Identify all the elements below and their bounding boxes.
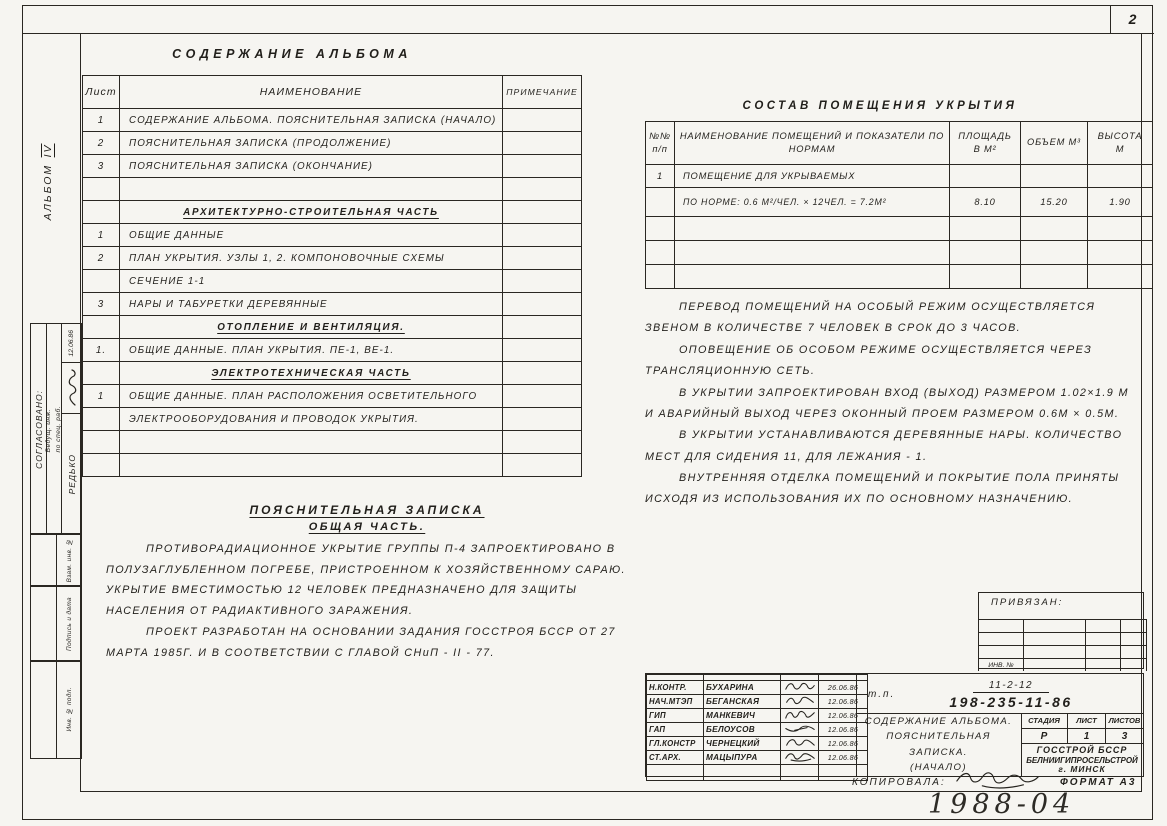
note-paragraph: В УКРЫТИИ УСТАНАВЛИВАЮТСЯ ДЕРЕВЯННЫЕ НАРЫ. КОЛИЧЕСТВО МЕСТ ДЛЯ СИДЕНИЯ 11, ДЛЯ ЛЕЖАНИЯ - 1. (645, 429, 1123, 463)
stage-section (1021, 713, 1143, 776)
table-row: 1 ОБЩИЕ ДАННЫЕ. ПЛАН РАСПОЛОЖЕНИЯ ОСВЕТИТЕЛЬНОГО (83, 385, 582, 408)
project-code-section (856, 674, 1143, 714)
table-row (979, 646, 1147, 659)
podpis-data-label: Подпись и дата (65, 596, 73, 651)
table-row-section (83, 201, 582, 224)
table-row: 2 ПОЯСНИТЕЛЬНАЯ ЗАПИСКА (ПРОДОЛЖЕНИЕ) (83, 132, 582, 155)
table-row: НАЧ.МТЭП БЕГАНСКАЯ 12.06.86 (647, 695, 868, 709)
contents-title: СОДЕРЖАНИЕ АЛЬБОМА (172, 47, 412, 61)
table-row (83, 431, 582, 454)
section-heading: АРХИТЕКТУРНО-СТРОИТЕЛЬНАЯ ЧАСТЬ (183, 206, 439, 218)
approver-role-line1: Ведущ. инж. (44, 408, 52, 453)
explanatory-subtitle: ОБЩАЯ ЧАСТЬ. (308, 521, 426, 533)
signature-icon (784, 751, 816, 762)
doc-title-line: СОДЕРЖАНИЕ АЛЬБОМА. (864, 715, 1013, 727)
stamp-box-empty-cell (31, 534, 57, 586)
frame-top-line (22, 33, 80, 34)
note-paragraph: ВНУТРЕННЯЯ ОТДЕЛКА ПОМЕЩЕНИЙ И ПОКРЫТИЕ ПОЛА ПРИНЯТЫ ИСХОДЯ ИЗ ИСПОЛЬЗОВАНИЯ ИХ ПО ОСНОВНОМУ НАЗНАЧЕНИЮ. (645, 472, 1120, 506)
signature-icon (66, 368, 78, 408)
attachment-label: ПРИВЯЗАН: (991, 597, 1064, 608)
approver-role-cell (44, 324, 62, 534)
table-row: Н.КОНТР. БУХАРИНА 26.06.86 (647, 681, 868, 695)
approver-sign-column (62, 324, 81, 534)
tp-label: т.п. (868, 689, 896, 700)
table-row (647, 765, 868, 781)
stage-header: СТАДИЯ (1021, 713, 1068, 728)
approver-date: 12.06.86 (68, 329, 75, 357)
header-volume: ОБЪЕМ М³ (1021, 122, 1088, 165)
stamp-box-podpis-data (30, 585, 82, 662)
note-paragraph: ПЕРЕВОД ПОМЕЩЕНИЙ НА ОСОБЫЙ РЕЖИМ ОСУЩЕСТВЛЯЕТСЯ ЗВЕНОМ В КОЛИЧЕСТВЕ 7 ЧЕЛОВЕК В СРОК ДО 3 ЧАСОВ. (645, 301, 1096, 335)
section-heading: ОТОПЛЕНИЕ И ВЕНТИЛЯЦИЯ. (217, 321, 405, 333)
vzam-inv-label: Взам. инв. № (65, 537, 73, 583)
table-row: 2 ПЛАН УКРЫТИЯ. УЗЛЫ 1, 2. КОМПОНОВОЧНЫЕ СХЕМЫ (83, 247, 582, 270)
table-row (646, 241, 1153, 265)
stage-value-row (1021, 729, 1143, 744)
table-header-row (646, 122, 1153, 165)
stage-value: Р (1021, 729, 1068, 743)
header-name: НАИМЕНОВАНИЕ ПОМЕЩЕНИЙ И ПОКАЗАТЕЛИ ПО НОРМАМ (675, 122, 950, 165)
table-row: 1 ОБЩИЕ ДАННЫЕ (83, 224, 582, 247)
table-row: 1. ОБЩИЕ ДАННЫЕ. ПЛАН УКРЫТИЯ. ПЕ-1, ВЕ-1. (83, 339, 582, 362)
stamp-box-empty-cell (31, 586, 57, 661)
stamp-box-inv-podl (30, 660, 82, 759)
album-roman-number: IV (42, 143, 54, 158)
table-row: ПО НОРМЕ: 0.6 М²/ЧЕЛ. × 12ЧЕЛ. = 7.2М² 8.10 15.20 1.90 (646, 188, 1153, 217)
section-heading: ЭЛЕКТРОТЕХНИЧЕСКАЯ ЧАСТЬ (211, 367, 411, 379)
note-paragraph: В УКРЫТИИ ЗАПРОЕКТИРОВАН ВХОД (ВЫХОД) РАЗМЕРОМ 1.02×1.9 М И АВАРИЙНЫЙ ВЫХОД ЧЕРЕЗ ОКОННЫЙ ПРОЕМ РАЗМЕРОМ 0.6М × 0.5М. (645, 386, 1129, 420)
table-row (979, 620, 1147, 633)
inv-podl-label: Инв. № подл. (65, 687, 73, 732)
explanatory-title: ПОЯСНИТЕЛЬНАЯ ЗАПИСКА (249, 503, 485, 517)
archive-code: 1988-04 (928, 789, 1076, 820)
table-row: ГАП БЕЛОУСОВ 12.06.86 (647, 723, 868, 737)
signature-icon (784, 709, 816, 720)
sheet-header: ЛИСТ (1068, 713, 1106, 728)
sheet-value: 1 (1068, 729, 1106, 743)
signature-icon (784, 737, 816, 748)
copied-by-label: КОПИРОВАЛА: (852, 777, 946, 788)
approver-role-line2: по спец. раб. (55, 405, 62, 453)
header-note: ПРИМЕЧАНИЕ (503, 76, 582, 109)
sheets-value: 3 (1121, 730, 1128, 742)
table-row (979, 659, 1147, 672)
header-num-top: №№ (649, 130, 671, 141)
title-block (645, 673, 1144, 777)
table-row: СЕЧЕНИЕ 1-1 (83, 270, 582, 293)
table-row: СТ.АРХ. МАЦЫПУРА 12.06.86 (647, 751, 868, 765)
org-line: ГОССТРОЙ БССР (1036, 745, 1128, 756)
album-label-text: АЛЬБОМ IV (42, 143, 54, 221)
composition-title: СОСТАВ ПОМЕЩЕНИЯ УКРЫТИЯ (742, 100, 1018, 112)
explanatory-paragraph: ПРОЕКТ РАЗРАБОТАН НА ОСНОВАНИИ ЗАДАНИЯ ГОССТРОЯ БССР ОТ 27 МАРТА 1985Г. И В СООТВЕТСТВИИ С ГЛАВОЙ СНиП - II - 77. (106, 625, 616, 659)
table-row: 3 ПОЯСНИТЕЛЬНАЯ ЗАПИСКА (ОКОНЧАНИЕ) (83, 155, 582, 178)
table-row-section (83, 316, 582, 339)
header-sheet: Лист (83, 76, 120, 109)
org-line: г. МИНСК (1058, 763, 1106, 774)
header-name: НАИМЕНОВАНИЕ (120, 76, 503, 109)
stage-header-row (1021, 713, 1143, 729)
explanatory-paragraph: ПРОТИВОРАДИАЦИОННОЕ УКРЫТИЕ ГРУППЫ П-4 ЗАПРОЕКТИРОВАНО В ПОЛУЗАГЛУБЛЕННОМ ПОГРЕБЕ, ПРИСТРОЕННОМ К ХОЗЯЙСТВЕННОМУ САРАЮ. УКРЫТИЕ ВМЕСТИМОСТЬЮ 12 ЧЕЛОВЕК ПРЕДНАЗНАЧЕНО ДЛЯ ЗАЩИТЫ НАСЕЛЕНИЯ ОТ РАДИАКТИВНОГО ЗАРАЖЕНИЯ. (106, 543, 626, 618)
signature-icon (784, 681, 816, 692)
format-label: ФОРМАТ А3 (1060, 777, 1137, 788)
doc-title-line: (НАЧАЛО) (910, 761, 967, 773)
sheets-header: ЛИСТОВ (1108, 716, 1141, 725)
table-row: 1 ПОМЕЩЕНИЕ ДЛЯ УКРЫВАЕМЫХ (646, 165, 1153, 188)
signature-icon (784, 723, 816, 734)
approver-signature-cell (62, 363, 81, 414)
table-row: ГИП МАНКЕВИЧ 12.06.86 (647, 709, 868, 723)
project-code (916, 675, 1106, 710)
table-row (646, 217, 1153, 241)
table-row: 3 НАРЫ И ТАБУРЕТКИ ДЕРЕВЯННЫЕ (83, 293, 582, 316)
signature-table (646, 674, 868, 781)
table-row: ЭЛЕКТРООБОРУДОВАНИЯ И ПРОВОДОК УКРЫТИЯ. (83, 408, 582, 431)
explanatory-note (106, 503, 628, 663)
page-number-box (1110, 5, 1154, 34)
table-row (83, 178, 582, 201)
project-code-bottom: 198-235-11-86 (949, 694, 1073, 710)
stamp-box-empty-cell (31, 661, 57, 758)
stamp-box-vzam-inv (30, 533, 82, 587)
doc-title-line: ПОЯСНИТЕЛЬНАЯ ЗАПИСКА. (886, 731, 991, 758)
table-row (979, 633, 1147, 646)
table-row (646, 265, 1153, 289)
org-line: БЕЛНИИГИПРОСЕЛЬСТРОЙ (1026, 755, 1138, 765)
shelter-notes (645, 297, 1129, 511)
header-height: ВЫСОТА М (1088, 122, 1153, 165)
inv-number-label: ИНВ. № (979, 659, 1024, 672)
table-header-row (83, 76, 582, 109)
composition-table (645, 121, 1153, 289)
approved-label: СОГЛАСОВАНО: (33, 389, 44, 469)
page-number: 2 (1128, 11, 1137, 27)
attachment-box (978, 592, 1144, 669)
table-row: 1 СОДЕРЖАНИЕ АЛЬБОМА. ПОЯСНИТЕЛЬНАЯ ЗАПИСКА (НАЧАЛО) (83, 109, 582, 132)
note-paragraph: ОПОВЕЩЕНИЕ ОБ ОСОБОМ РЕЖИМЕ ОСУЩЕСТВЛЯЕТСЯ ЧЕРЕЗ ТРАНСЛЯЦИОННУЮ СЕТЬ. (645, 343, 1093, 378)
attachment-grid (978, 619, 1147, 671)
approver-name-cell (62, 414, 81, 534)
album-label (34, 96, 62, 266)
signature-icon (784, 695, 816, 706)
approver-date-cell (62, 324, 81, 363)
signature-icon (953, 768, 1041, 790)
header-num-bottom: п/п (652, 144, 668, 154)
document-title-cell (856, 713, 1022, 776)
project-code-top: 11-2-12 (973, 680, 1049, 693)
table-row: ГЛ.КОНСТР ЧЕРНЕЦКИЙ 12.06.86 (647, 737, 868, 751)
approver-name: РЕДЬКО (66, 453, 77, 495)
table-row-section (83, 362, 582, 385)
contents-table (82, 75, 582, 477)
signature-section (646, 674, 857, 776)
table-row (83, 454, 582, 477)
approval-stamp (30, 323, 82, 535)
header-area: ПЛОЩАДЬ В М² (950, 122, 1021, 165)
